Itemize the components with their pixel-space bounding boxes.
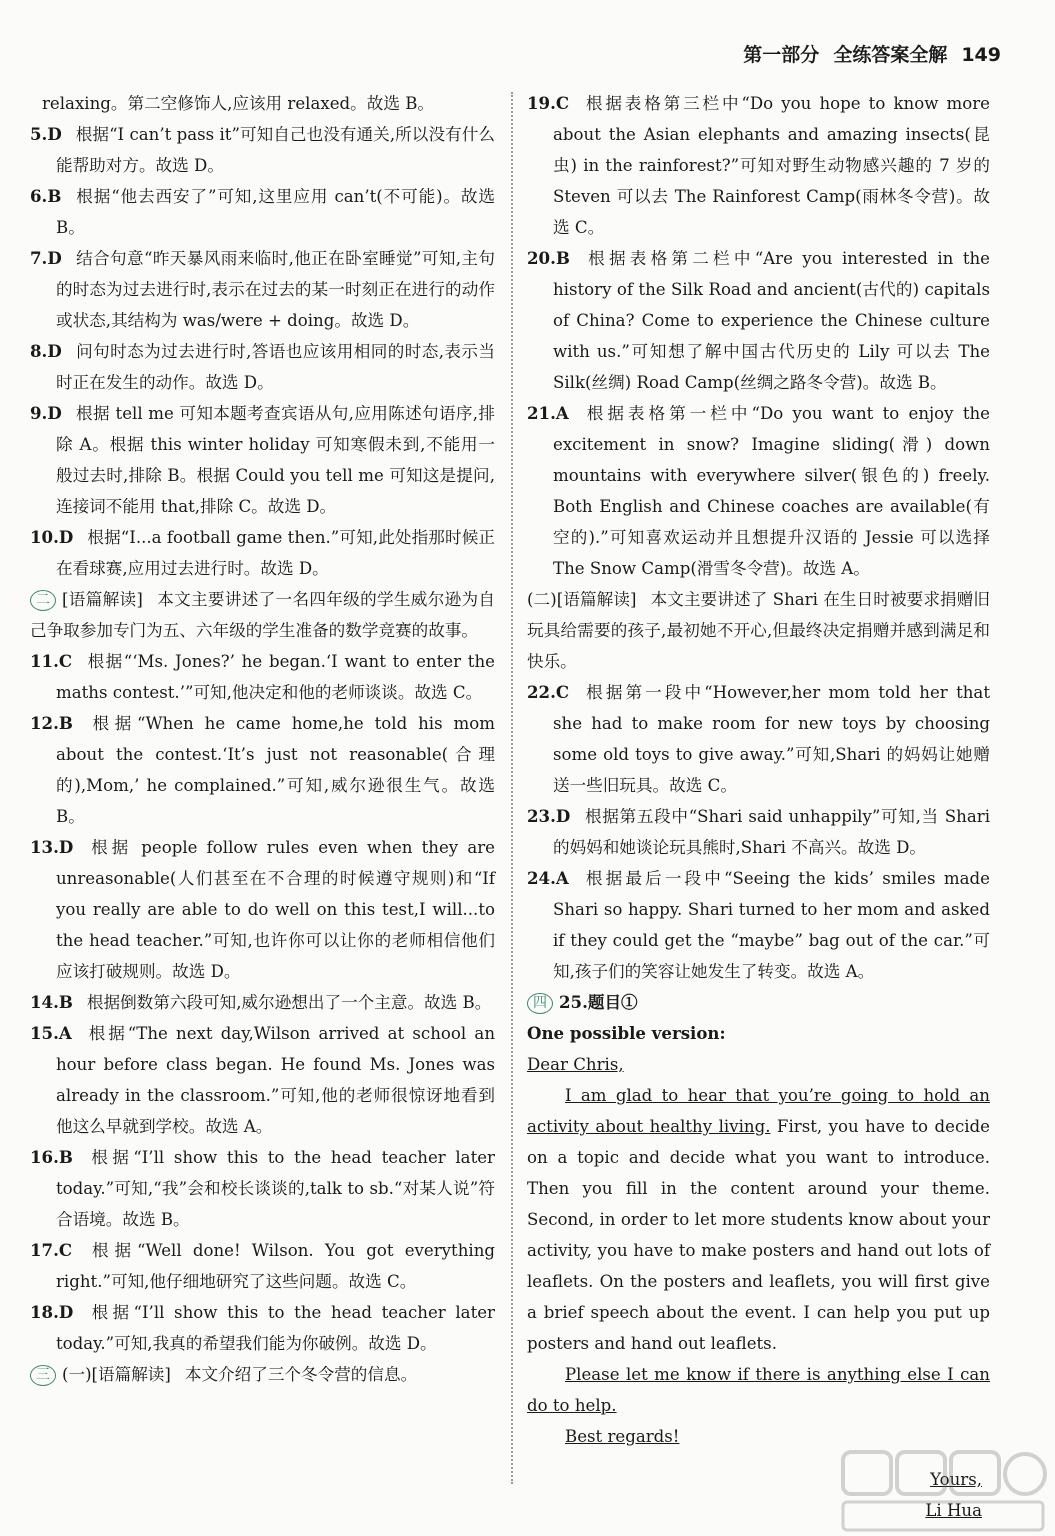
answer-number: 23.D xyxy=(527,806,571,826)
answer-number: 19.C xyxy=(527,93,570,113)
answer-item xyxy=(527,243,990,398)
section-sub: (二) xyxy=(527,590,557,609)
answer-number: 6.B xyxy=(30,186,62,206)
section-summary: 本文主要讲述了一名四年级的学生威尔逊为自己争取参加专门为五、六年级的学生准备的数学竞赛的故事。 xyxy=(30,590,496,640)
answer-item xyxy=(30,1018,495,1142)
answer-number: 15.A xyxy=(30,1023,72,1043)
right-column xyxy=(527,88,990,1526)
answer-number: 9.D xyxy=(30,403,62,423)
answer-explanation: 根据“I’ll show this to the head teacher later today.”可知,我真的希望我们能为你破例。故选 D。 xyxy=(56,1303,495,1353)
answer-explanation: 结合句意“昨天暴风雨来临时,他正在卧室睡觉”可知,主句的时态为过去进行时,表示在过去的某一时刻正在进行的动作或状态,其结构为 was/were + doing。故选 D。 xyxy=(56,249,495,330)
section-2-reading xyxy=(30,584,495,646)
section-3-reading xyxy=(30,1359,495,1390)
answer-item xyxy=(30,1235,495,1297)
section-badge: 三 xyxy=(30,1365,56,1386)
section-badge: 四 xyxy=(527,993,553,1014)
section-tag: [语篇解读] xyxy=(556,590,637,609)
answer-explanation: 问句时态为过去进行时,答语也应该用相同的时态,表示当时正在发生的动作。故选 D。 xyxy=(56,342,495,392)
answer-item xyxy=(527,398,990,584)
answer-number: 20.B xyxy=(527,248,570,268)
column-divider xyxy=(511,92,513,1484)
answer-item xyxy=(30,832,495,987)
answer-number: 8.D xyxy=(30,341,62,361)
answer-explanation: 根据“When he came home,he told his mom about the contest.‘It’s just not reasonable(合理的),Mom,’ he complained.”可知,威尔逊很生气。故选 B。 xyxy=(56,714,495,826)
page-header xyxy=(743,40,1001,67)
answer-item xyxy=(527,677,990,801)
essay-body: First, you have to decide on a topic and decide what you want to introduce. Then you fill in the content around your theme. Second, in order to let more students know about your activity, you have to make posters and hand out lots of leaflets. On the posters and leaflets, you will first give a brief speech about the event. I can help you put up posters and hand out leaflets. xyxy=(527,1117,990,1353)
answer-explanation: 根据“他去西安了”可知,这里应用 can’t(不可能)。故选 B。 xyxy=(56,187,495,237)
left-column xyxy=(30,88,495,1390)
answer-number: 7.D xyxy=(30,248,62,268)
answer-item xyxy=(30,646,495,708)
answer-number: 13.D xyxy=(30,837,74,857)
answer-explanation: 根据表格第三栏中“Do you hope to know more about the Asian elephants and amazing insects(昆虫) in the rainforest?”可知对野生动物感兴趣的 7 岁的 Steven 可以去 The Rainforest Camp(雨林冬令营)。故选 C。 xyxy=(553,94,990,237)
question-title: 25.题目① xyxy=(559,992,638,1012)
section-summary: 本文介绍了三个冬令营的信息。 xyxy=(184,1365,418,1384)
watermark-logo xyxy=(839,1448,1049,1534)
answer-explanation: 根据“I...a football game then.”可知,此处指那时候正在看球赛,应用过去进行时。故选 D。 xyxy=(56,528,495,578)
answer-explanation: 根据“The next day,Wilson arrived at school an hour before class began. He found Ms. Jones was already in the classroom.”可知,他的老师很惊讶地看到他这么早就到学校。故选 A。 xyxy=(56,1024,495,1136)
answer-item xyxy=(30,181,495,243)
answer-item xyxy=(30,243,495,336)
answer-item xyxy=(30,1142,495,1235)
essay-label: One possible version: xyxy=(527,1023,726,1043)
answer-item xyxy=(527,88,990,243)
essay-closing: Best regards! xyxy=(565,1427,680,1446)
essay-ending: Please let me know if there is anything else I can do to help. xyxy=(527,1365,990,1415)
section-summary: 本文主要讲述了 Shari 在生日时被要求捐赠旧玩具给需要的孩子,最初她不开心,但最终决定捐赠并感到满足和快乐。 xyxy=(527,590,990,671)
answer-item xyxy=(30,708,495,832)
intro-text: relaxing。第二空修饰人,应该用 relaxed。故选 B。 xyxy=(42,94,435,113)
section-tag: [语篇解读] xyxy=(62,590,143,609)
answer-number: 21.A xyxy=(527,403,569,423)
answer-item xyxy=(30,398,495,522)
answer-explanation: 根据“‘Ms. Jones?’ he began.‘I want to enter the maths contest.’”可知,他决定和他的老师谈谈。故选 C。 xyxy=(56,652,495,702)
answer-item xyxy=(30,522,495,584)
answer-explanation: 根据表格第一栏中“Do you want to enjoy the excitement in snow? Imagine sliding(滑) down mountains with everywhere silver(银色的) freely. Both English and Chinese coaches are available(有空的).”可知喜欢运动并且想提升汉语的 Jessie 可以选择 The Snow Camp(滑雪冬令营)。故选 A。 xyxy=(553,404,990,578)
answer-explanation: 根据 tell me 可知本题考查宾语从句,应用陈述句语序,排除 A。根据 this winter holiday 可知寒假未到,不能用一般过去时,排除 B。根据 Could you tell me 可知这是提问,连接词不能用 that,排除 C。故选 D。 xyxy=(56,404,495,516)
answer-number: 22.C xyxy=(527,682,570,702)
answer-explanation: 根据倒数第六段可知,威尔逊想出了一个主意。故选 B。 xyxy=(86,993,492,1012)
essay-signature: Li Hua xyxy=(925,1501,982,1520)
essay-yours: Yours, xyxy=(930,1470,982,1489)
answer-explanation: 根据“I can’t pass it”可知自己也没有通关,所以没有什么能帮助对方。故选 D。 xyxy=(56,125,495,175)
section-badge: 二 xyxy=(30,590,56,611)
answer-item xyxy=(527,801,990,863)
answer-explanation: 根据最后一段中“Seeing the kids’ smiles made Shari so happy. Shari turned to her mom and asked if they could get the “maybe” bag out of the car.”可知,孩子们的笑容让她发生了转变。故选 A。 xyxy=(553,869,990,981)
answer-explanation: 根据表格第二栏中“Are you interested in the history of the Silk Road and ancient(古代的) capitals of China? Come to experience the Chinese culture with us.”可知想了解中国古代历史的 Lily 可以去 The Silk(丝绸) Road Camp(丝绸之路冬令营)。故选 B。 xyxy=(553,249,990,392)
answer-number: 16.B xyxy=(30,1147,73,1167)
answer-explanation: 根据“Well done! Wilson. You got everything right.”可知,他仔细地研究了这些问题。故选 C。 xyxy=(56,1241,495,1291)
answer-explanation: 根据 people follow rules even when they are unreasonable(人们甚至在不合理的时候遵守规则)和“If you really are able to do well on this test,I will...to the head teacher.”可知,也许你可以让你的老师相信他们应该打破规则。故选 D。 xyxy=(56,838,495,981)
section-3b-reading xyxy=(527,584,990,677)
answer-number: 18.D xyxy=(30,1302,74,1322)
answer-number: 17.C xyxy=(30,1240,73,1260)
answer-number: 11.C xyxy=(30,651,73,671)
answer-number: 14.B xyxy=(30,992,73,1012)
answer-number: 10.D xyxy=(30,527,74,547)
answer-item xyxy=(30,987,495,1018)
part-label: 第一部分 xyxy=(743,44,820,66)
answer-number: 24.A xyxy=(527,868,569,888)
section-sub: (一) xyxy=(62,1365,92,1384)
answer-explanation: 根据第一段中“However,her mom told her that she had to make room for new toys by choosing some old toys to give away.”可知,Shari 的妈妈让她赠送一些旧玩具。故选 C。 xyxy=(553,683,990,795)
answer-item xyxy=(30,1297,495,1359)
essay-greeting: Dear Chris, xyxy=(527,1055,624,1074)
answer-item xyxy=(30,336,495,398)
answer-item xyxy=(527,863,990,987)
answer-number: 12.B xyxy=(30,713,73,733)
answer-explanation: 根据“I’ll show this to the head teacher later today.”可知,“我”会和校长谈谈的,talk to sb.“对某人说”符合语境。故选 B。 xyxy=(56,1148,495,1229)
answer-explanation: 根据第五段中“Shari said unhappily”可知,当 Shari 的妈妈和她谈论玩具熊时,Shari 不高兴。故选 D。 xyxy=(553,807,990,857)
page-number: 149 xyxy=(961,44,1001,66)
section-label: 全练答案全解 xyxy=(833,44,948,66)
section-4-writing xyxy=(527,987,990,1018)
essay-opening: I am glad to hear that you’re going to hold an activity about healthy living. xyxy=(527,1086,990,1136)
section-tag: [语篇解读] xyxy=(91,1365,171,1384)
answer-number: 5.D xyxy=(30,124,62,144)
answer-item xyxy=(30,119,495,181)
